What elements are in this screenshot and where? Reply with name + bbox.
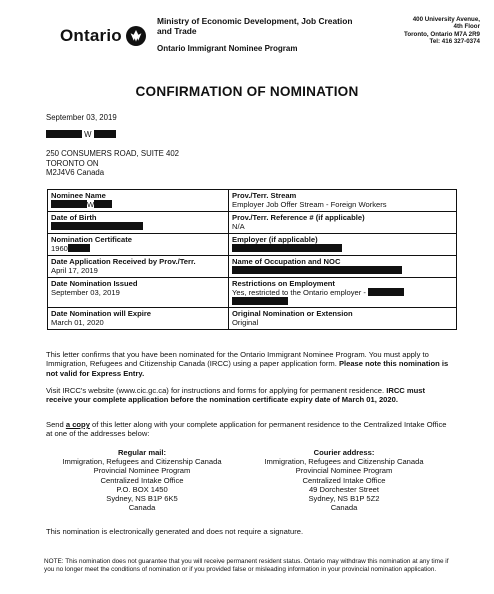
cell-label: Date of Birth bbox=[51, 213, 97, 222]
table-row bbox=[48, 256, 457, 278]
cell-label: Restrictions on Employment bbox=[232, 279, 335, 288]
address-line: Immigration, Refugees and Citizenship Canada bbox=[62, 457, 222, 467]
nomination-table bbox=[47, 189, 457, 330]
address-line: 49 Dorchester Street bbox=[308, 484, 380, 494]
cell-label: Prov./Terr. Reference # (if applicable) bbox=[232, 213, 365, 222]
address-line: Canada bbox=[128, 503, 156, 513]
redaction-bar bbox=[68, 244, 90, 252]
paragraph-text: Visit IRCC's website (www.cic.gc.ca) for instructions and forms for applying for permanent residence. bbox=[46, 386, 387, 395]
cell-label: Prov./Terr. Stream bbox=[232, 191, 297, 200]
cell-label: Date Nomination Issued bbox=[51, 279, 138, 288]
logo-text: Ontario bbox=[60, 26, 122, 45]
electronic-generation-notice: This nomination is electronically generated and does not require a signature. bbox=[46, 527, 304, 536]
cell-value: Original bbox=[232, 318, 259, 327]
paragraph-emphasis: IRCC must receive your complete application before the nomination certificate expiry date of March 01, 2020. bbox=[46, 386, 426, 405]
cell-value: April 17, 2019 bbox=[51, 266, 98, 275]
letter-date: September 03, 2019 bbox=[46, 113, 117, 122]
cell-value: March 01, 2020 bbox=[51, 318, 104, 327]
address-line: Immigration, Refugees and Citizenship Canada bbox=[264, 457, 424, 467]
address-line: Canada bbox=[330, 503, 358, 513]
address-line: Toronto, Ontario M7A 2R9 bbox=[404, 30, 480, 38]
cell-label: Date Nomination will Expire bbox=[51, 309, 152, 318]
occupation-cell bbox=[229, 256, 457, 278]
address-line: Provincial Nominee Program bbox=[93, 466, 191, 476]
application-received-cell bbox=[48, 256, 229, 278]
cell-value: Yes, restricted to the Ontario employer - bbox=[232, 288, 366, 297]
confirmation-paragraph bbox=[46, 350, 451, 378]
cell-label: Employer (if applicable) bbox=[232, 235, 318, 244]
table-row bbox=[48, 212, 457, 234]
reference-cell bbox=[229, 212, 457, 234]
recipient-address-line: 250 CONSUMERS ROAD, SUITE 402 bbox=[46, 149, 180, 159]
recipient-address-line: M2J4V6 Canada bbox=[46, 168, 105, 178]
redaction-bar bbox=[232, 266, 402, 274]
redaction-bar bbox=[232, 244, 342, 252]
table-row bbox=[48, 190, 457, 212]
recipient-address-line: TORONTO ON bbox=[46, 158, 99, 168]
address-line: 400 University Avenue, bbox=[412, 16, 480, 23]
redaction-bar bbox=[46, 130, 82, 138]
cell-label: Original Nomination or Extension bbox=[232, 309, 353, 318]
table-row bbox=[48, 308, 457, 330]
document-title: CONFIRMATION OF NOMINATION bbox=[135, 84, 359, 99]
ontario-logo bbox=[60, 26, 146, 46]
paragraph-text: Send bbox=[46, 420, 66, 429]
cell-value: W bbox=[87, 200, 95, 209]
address-line: P.O. BOX 1450 bbox=[116, 484, 168, 494]
cell-value: N/A bbox=[232, 222, 245, 231]
redaction-bar bbox=[368, 288, 404, 296]
nomination-type-cell bbox=[229, 308, 457, 330]
address-line: Centralized Intake Office bbox=[302, 475, 386, 485]
address-line: Provincial Nominee Program bbox=[295, 466, 393, 476]
cell-value: 1960 bbox=[51, 244, 68, 253]
send-copy-paragraph bbox=[46, 420, 451, 439]
courier-address bbox=[244, 448, 444, 512]
regular-mail-address bbox=[42, 448, 242, 512]
table-row bbox=[48, 234, 457, 256]
nominee-name-cell bbox=[48, 190, 229, 212]
address-line: Sydney, NS B1P 5Z2 bbox=[308, 494, 380, 504]
regular-mail-heading: Regular mail: bbox=[117, 448, 167, 457]
restrictions-cell bbox=[229, 278, 457, 308]
address-line: Tel: 416 327-0374 bbox=[429, 38, 480, 46]
paragraph-emphasis: a copy bbox=[65, 420, 90, 429]
paragraph-text: This letter confirms that you have been nominated for the Ontario Immigrant Nominee Program. You must apply to Immigration, Refugees and Citizenship Canada (IRCC) using a paper application form. bbox=[46, 350, 429, 369]
redaction-bar bbox=[51, 200, 87, 208]
recipient-name-suffix: W bbox=[84, 130, 92, 139]
redaction-bar bbox=[232, 297, 288, 305]
cell-label: Name of Occupation and NOC bbox=[232, 257, 341, 266]
paragraph-emphasis: Please note this nomination is not valid for Express Entry. bbox=[46, 359, 449, 378]
recipient-address bbox=[46, 130, 179, 178]
ircc-paragraph bbox=[46, 386, 451, 405]
stream-cell bbox=[229, 190, 457, 212]
cell-label: Nominee Name bbox=[51, 191, 106, 200]
cell-label: Date Application Received by Prov./Terr. bbox=[51, 257, 196, 266]
employer-cell bbox=[229, 234, 457, 256]
cell-label: Nomination Certificate bbox=[51, 235, 133, 244]
redaction-bar bbox=[51, 222, 143, 230]
nomination-issued-cell bbox=[48, 278, 229, 308]
date-of-birth-cell bbox=[48, 212, 229, 234]
courier-heading: Courier address: bbox=[313, 448, 375, 457]
nomination-expiry-cell bbox=[48, 308, 229, 330]
ministry-name: Ministry of Economic Development, Job Creation and Trade bbox=[157, 16, 353, 36]
address-line: 4th Floor bbox=[453, 23, 480, 31]
ministry-address bbox=[370, 16, 480, 46]
cell-value: September 03, 2019 bbox=[51, 288, 120, 297]
trillium-icon bbox=[126, 26, 146, 46]
cell-value: Employer Job Offer Stream - Foreign Workers bbox=[232, 200, 387, 209]
paragraph-text: of this letter along with your complete application for permanent residence to the Centralized Intake Office at one of the addresses below: bbox=[46, 420, 447, 439]
footer-note: NOTE: This nomination does not guarantee that you will receive permanent resident status. Ontario may withdraw this nomination at any time if you no longer meet the conditions of nomination or if you provided false or misleading information in your provincial nomination application. bbox=[44, 558, 449, 573]
address-line: Centralized Intake Office bbox=[100, 475, 184, 485]
address-line: Sydney, NS B1P 6K5 bbox=[106, 494, 178, 504]
recipient-name bbox=[46, 130, 179, 139]
table-row bbox=[48, 278, 457, 308]
redaction-bar bbox=[94, 130, 116, 138]
program-name: Ontario Immigrant Nominee Program bbox=[157, 44, 298, 53]
redaction-bar bbox=[94, 200, 112, 208]
certificate-cell bbox=[48, 234, 229, 256]
